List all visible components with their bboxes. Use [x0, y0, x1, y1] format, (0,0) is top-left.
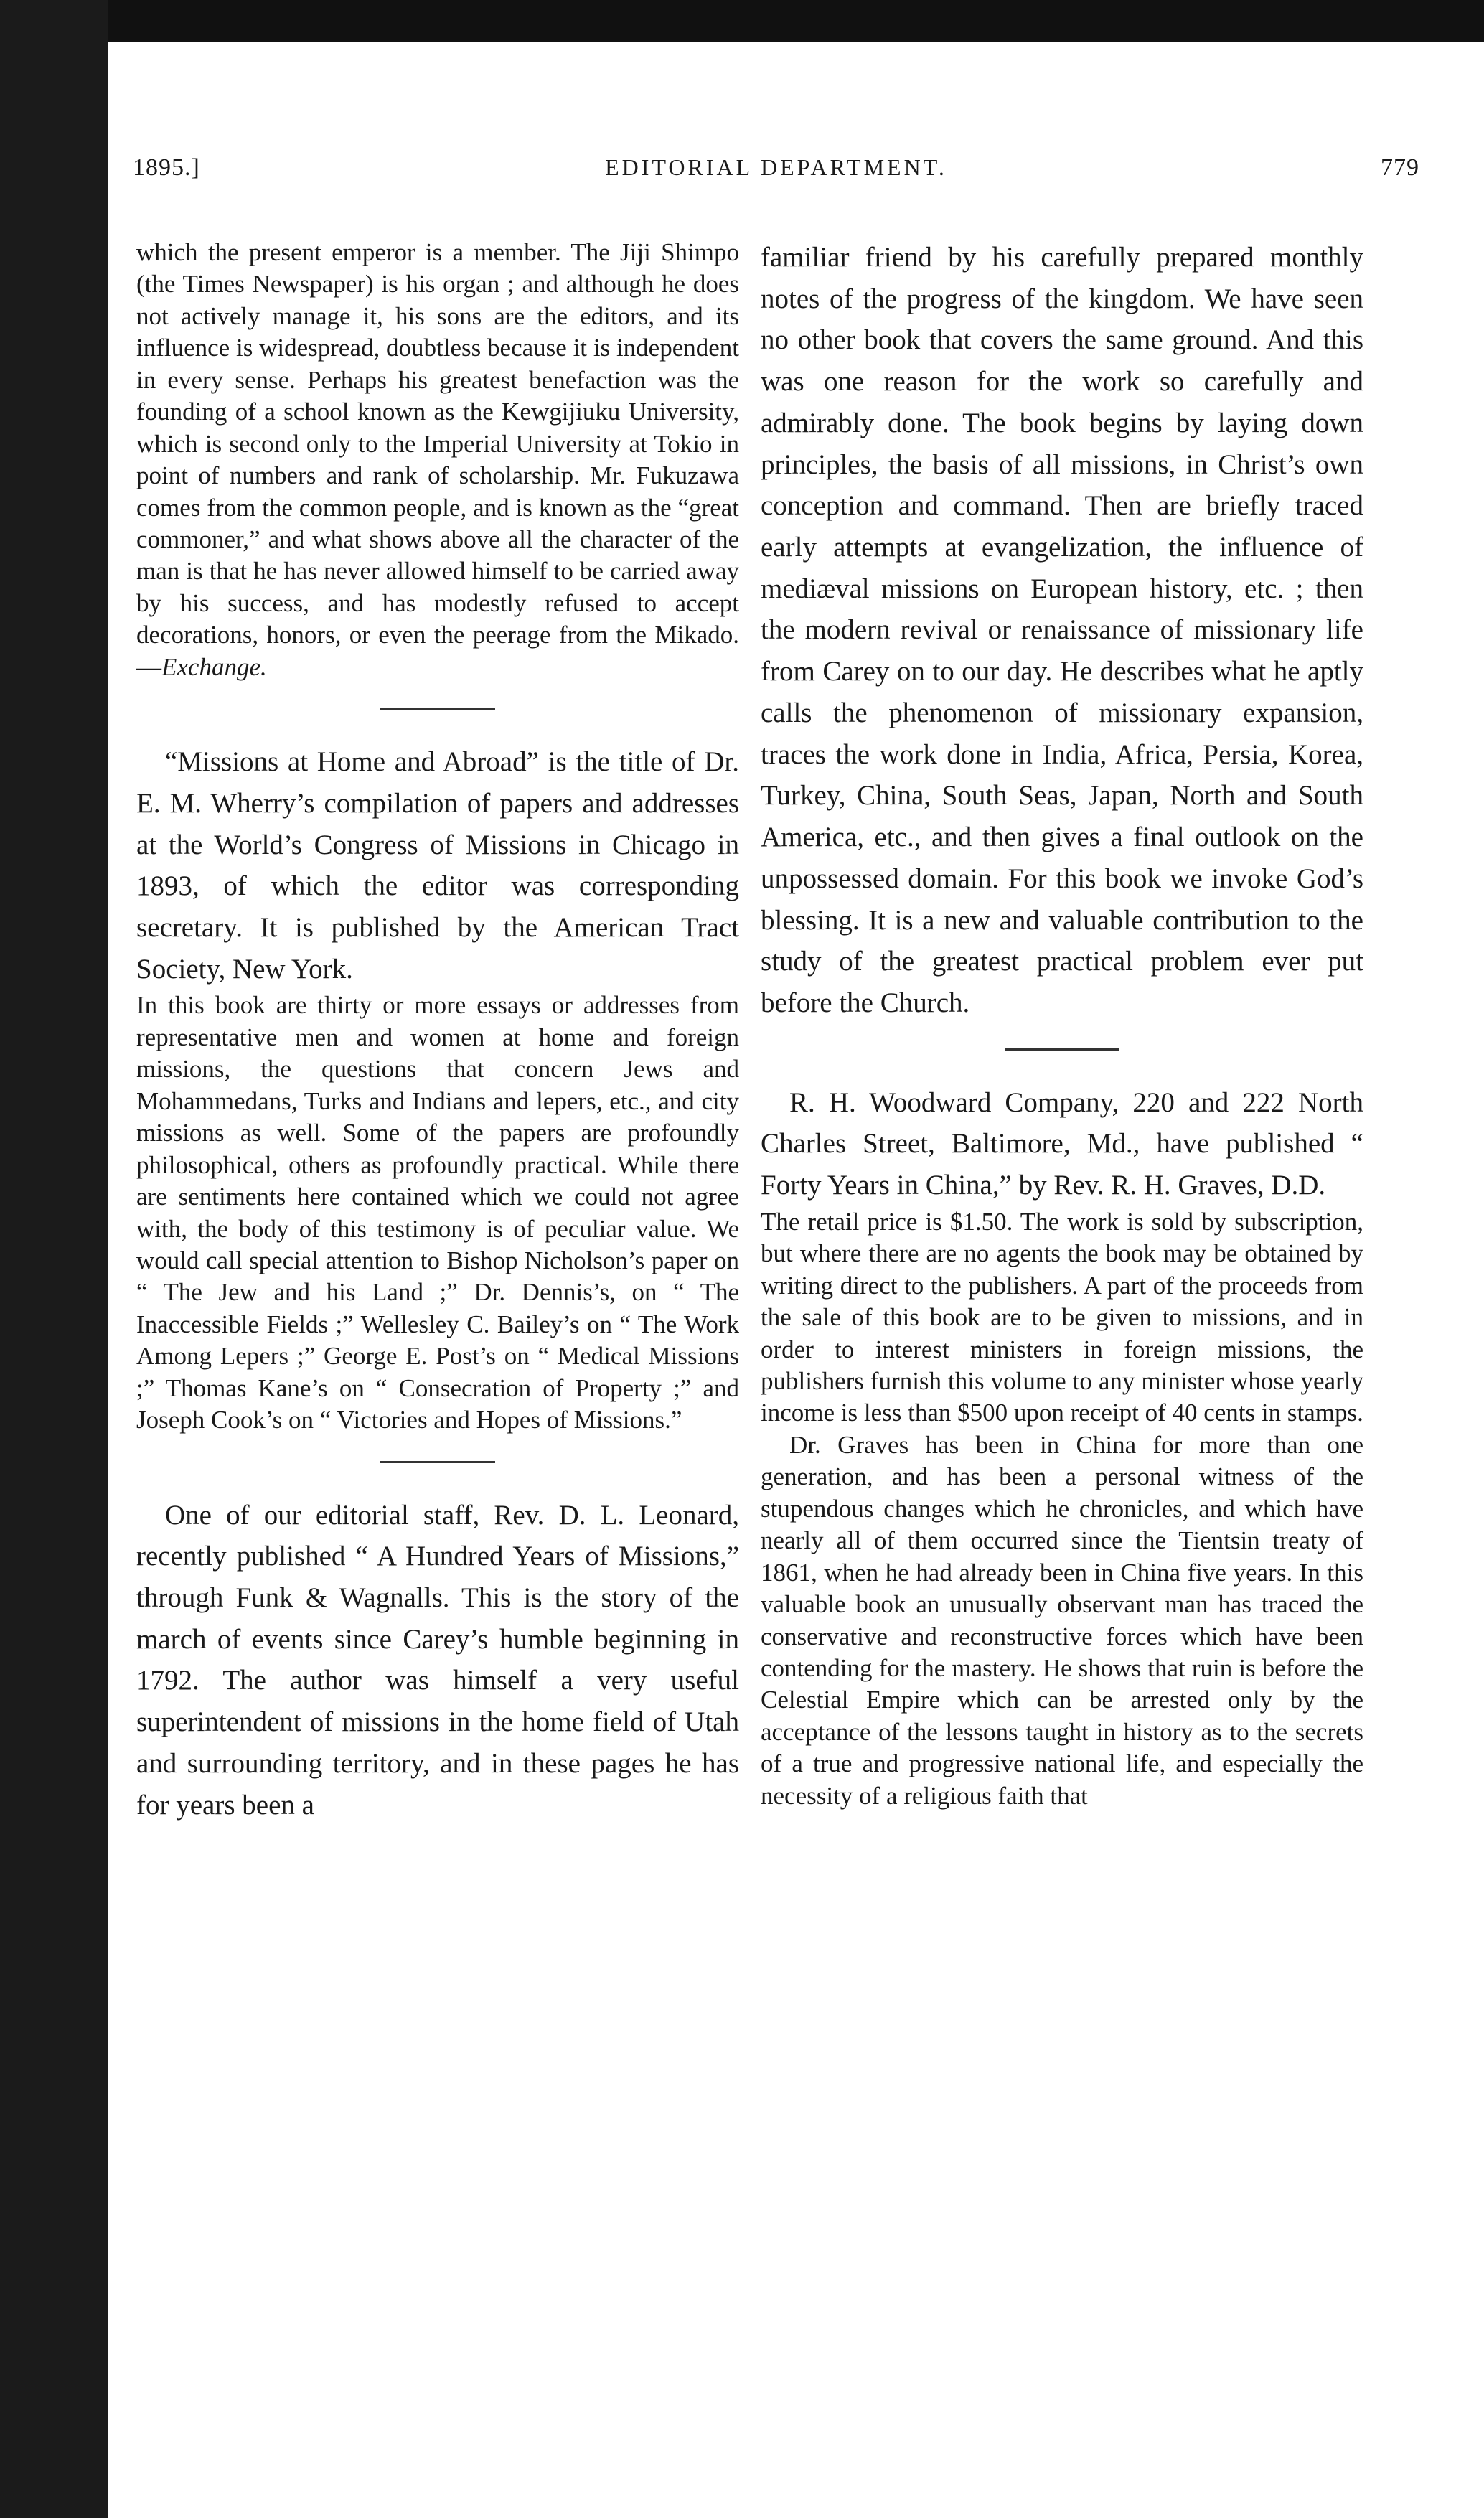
running-header [133, 154, 1419, 197]
right-column [761, 237, 1363, 1812]
missions-home-abroad-review: In this book are thirty or more essays or addresses from representative men and women at home and foreign missions, the questions that concern Jews and Mohammedans, Turks and Indians and lepers, etc., and city missions as well. Some of the papers are profoundly philosophical, others as profoundly practical. While there are sentiments here contained which we could not agree with, the body of this testimony is of peculiar value. We would call special attention to Bishop Nicholson’s paper on “ The Jew and his Land ;” Dr. Dennis’s, on “ The Inaccessible Fields ;” Wellesley C. Bailey’s on “ The Work Among Lepers ;” George E. Post’s on “ Medical Missions ;” Thomas Kane’s on “ Consecration of Property ;” and Joseph Cook’s on “ Victories and Hopes of Missions.” [136, 991, 739, 1434]
scan-top-edge [0, 0, 1484, 42]
exchange-source: Exchange. [161, 652, 267, 681]
fukuzawa-paragraph [136, 237, 739, 683]
page-number: 779 [1381, 154, 1419, 181]
header-year: 1895.] [133, 154, 200, 181]
missions-home-abroad-lead: “Missions at Home and Abroad” is the title of Dr. E. M. Wherry’s compilation of papers and addresses at the World’s Congress of Missions in Chicago in 1893, of which the editor was corresponding secretary. It is published by the American Tract Society, New York. [136, 746, 739, 985]
section-divider [380, 708, 495, 710]
scan-binding-edge [0, 0, 108, 2518]
section-divider [1005, 1048, 1119, 1051]
hundred-years-paragraph: One of our editorial staff, Rev. D. L. Leonard, recently published “ A Hundred Years of Missions,” through Funk & Wagnalls. This is the story of the march of events since Carey’s humble beginning in 1792. The author was himself a very useful superintendent of missions in the home field of Utah and surrounding territory, and in these pages he has for years been a [136, 1499, 739, 1821]
woodward-lead: R. H. Woodward Company, 220 and 222 North Charles Street, Baltimore, Md., have published “ Forty Years in China,” by Rev. R. H. Graves, D.D. [761, 1086, 1363, 1201]
woodward-details: The retail price is $1.50. The work is sold by subscription, but where there are no agents the book may be obtained by writing direct to the publishers. A part of the proceeds from the sale of this book are to be given to missions, and in order to interest ministers in foreign missions, the publishers furnish this volume to any minister whose yearly income is less than $500 upon receipt of 40 cents in stamps. [761, 1207, 1363, 1427]
section-divider [380, 1461, 495, 1463]
fukuzawa-text: which the present emperor is a member. The Jiji Shimpo (the Times Newspaper) is his organ ; and although he does not actively manage it, his sons are the editors, and its influence is widespread, doubtless because it is independent in every sense. Perhaps his greatest benefaction was the founding of a school known as the Kewgijiuku University, which is second only to the Imperial University at Tokio in point of numbers and rank of scholarship. Mr. Fukuzawa comes from the common people, and is known as the “great commoner,” and what shows above all the character of the man is that he has never allowed himself to be carried away by his success, and has modestly refused to accept decorations, honors, or even the peerage from the Mikado.— [136, 238, 739, 681]
left-column [136, 237, 739, 1826]
graves-paragraph: Dr. Graves has been in China for more than one generation, and has been a personal witness of the stupendous changes which he chronicles, and which have nearly all of them occurred since the Tientsin treaty of 1861, when he had already been in China five years. In this valuable book an unusually observant man has traced the conservative and reconstructive forces which have been contending for the mastery. He shows that ruin is before the Celestial Empire which can be arrested only by the acceptance of the lessons taught in history as to the secrets of a true and progressive national life, and especially the necessity of a religious faith that [761, 1430, 1363, 1810]
header-title: EDITORIAL DEPARTMENT. [605, 154, 947, 180]
leonard-book-review: familiar friend by his carefully prepared monthly notes of the progress of the kingdom. We have seen no other book that covers the same ground. And this was one reason for the work so carefully and admirably done. The book begins by laying down principles, the basis of all missions, in Christ’s own conception and command. Then are briefly traced early attempts at evangelization, the influence of mediæval missions on European history, etc. ; then the modern revival or renaissance of missionary life from Carey on to our day. He describes what he aptly calls the phenomenon of missionary expansion, traces the work done in India, Africa, Persia, Korea, Turkey, China, South Seas, Japan, North and South America, etc., and then gives a final outlook on the unpossessed domain. For this book we invoke God’s blessing. It is a new and valuable contribution to the study of the greatest practical problem ever put before the Church. [761, 242, 1363, 1018]
